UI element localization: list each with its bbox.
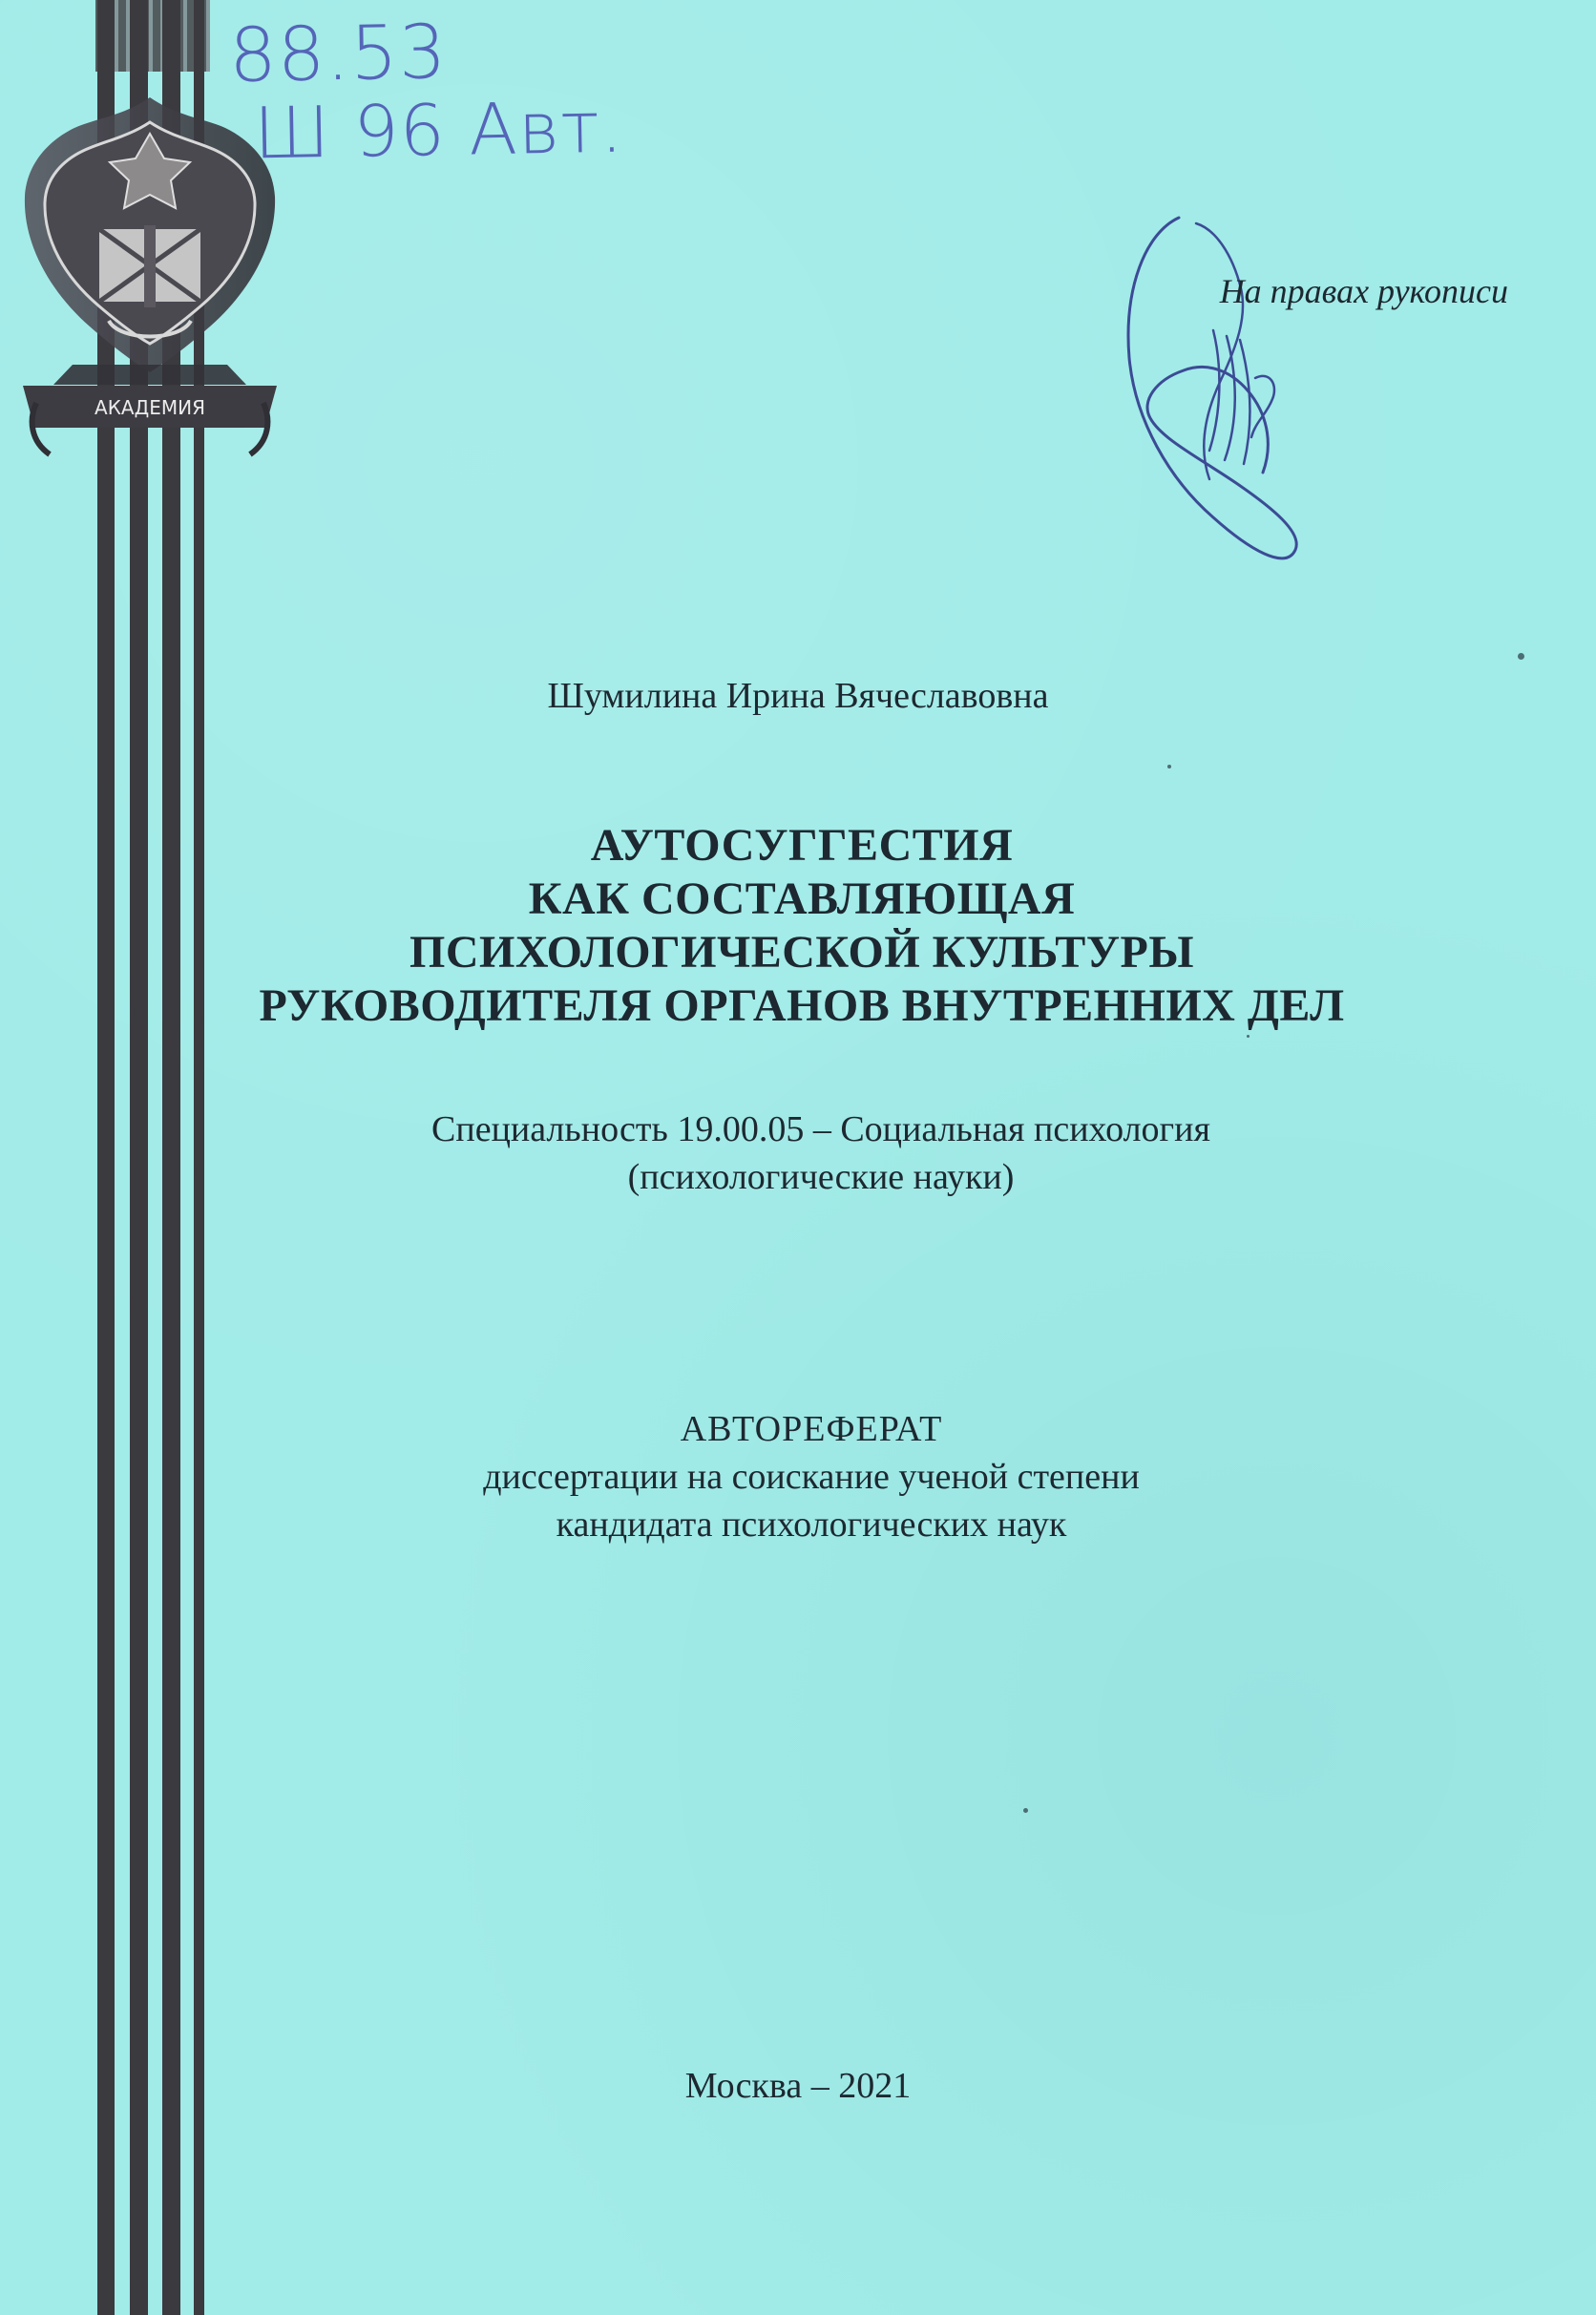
speciality-field: (психологические науки) xyxy=(627,1157,1015,1197)
title-line: АУТОСУГГЕСТИЯ xyxy=(590,820,1014,871)
abstract-line: диссертации на соискание ученой степени xyxy=(483,1457,1140,1497)
svg-text:АКАДЕМИЯ: АКАДЕМИЯ xyxy=(94,396,205,419)
author-name: Шумилина Ирина Вячеславовна xyxy=(547,676,1049,716)
abstract-block xyxy=(143,1405,1480,1548)
abstract-label: АВТОРЕФЕРАТ xyxy=(680,1409,943,1449)
library-handwritten-marks xyxy=(228,10,630,176)
call-number: Ш 96 Авт. xyxy=(253,86,625,176)
abstract-line: кандидата психологических наук xyxy=(556,1505,1067,1545)
paper-speck xyxy=(1023,1808,1028,1813)
paper-speck xyxy=(1247,1035,1250,1038)
library-code: 88.53 xyxy=(228,10,449,99)
paper-speck xyxy=(1167,765,1171,768)
dissertation-title xyxy=(153,819,1451,1033)
handwritten-signature-icon xyxy=(1093,200,1312,611)
speciality-block xyxy=(172,1105,1470,1201)
paper-speck xyxy=(1518,653,1524,660)
title-line: ПСИХОЛОГИЧЕСКОЙ КУЛЬТУРЫ xyxy=(410,927,1194,978)
title-line: КАК СОСТАВЛЯЮЩАЯ xyxy=(528,873,1076,924)
manuscript-note: На правах рукописи xyxy=(1219,272,1508,310)
title-line: РУКОВОДИТЕЛЯ ОРГАНОВ ВНУТРЕННИХ ДЕЛ xyxy=(259,980,1345,1031)
speciality-line: Специальность 19.00.05 – Социальная психология xyxy=(431,1109,1210,1149)
city-year: Москва – 2021 xyxy=(684,2066,912,2106)
